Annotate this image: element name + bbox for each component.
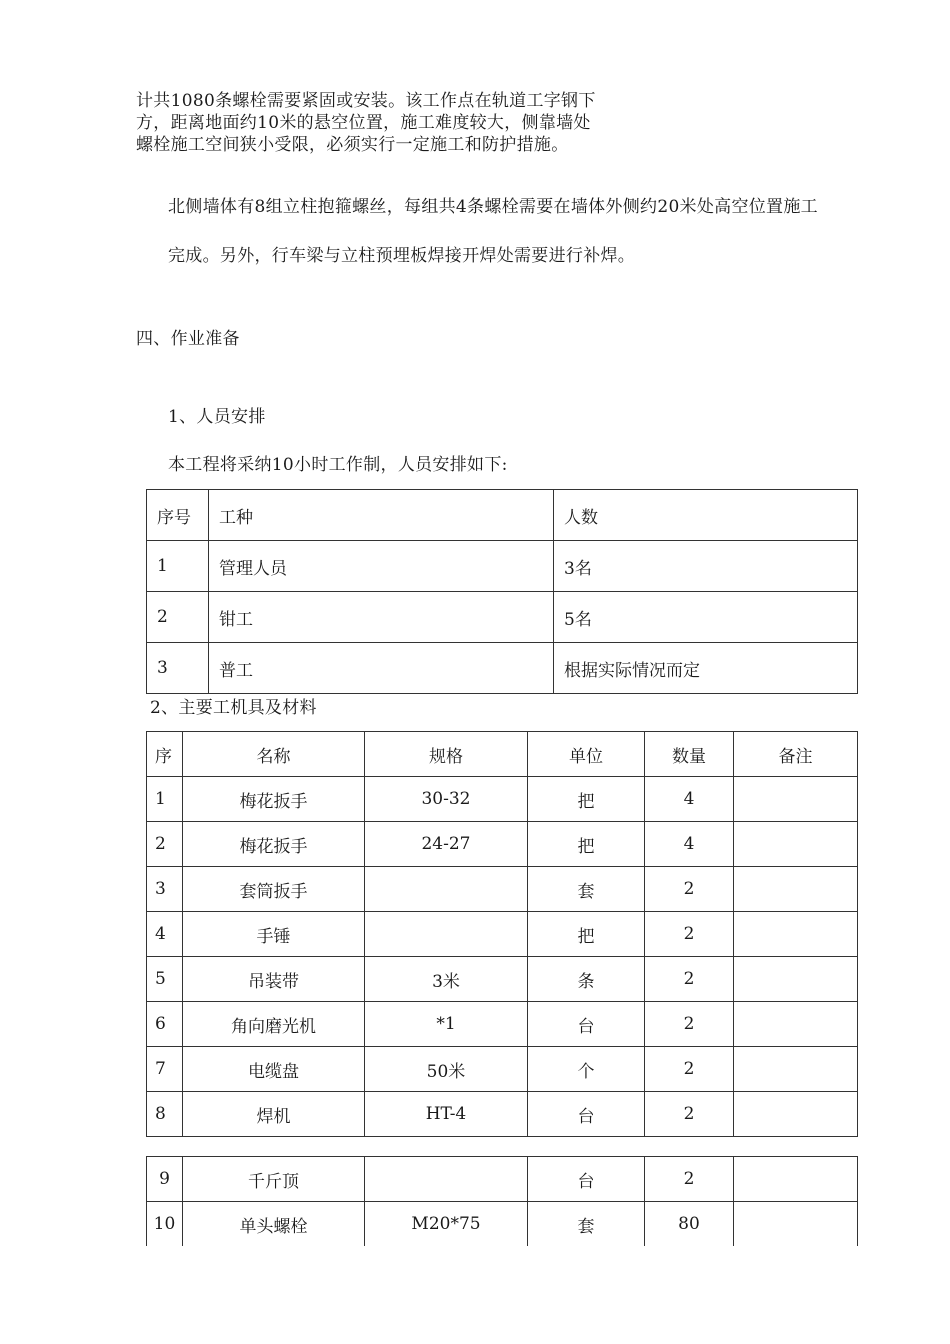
table-cell: 2	[147, 592, 209, 643]
table-cell: 5	[147, 957, 183, 1002]
header-cell: 单位	[528, 732, 645, 777]
staff-table	[146, 489, 858, 694]
header-cell: 名称	[183, 732, 365, 777]
table-cell	[365, 912, 528, 957]
table-row	[147, 1002, 858, 1047]
table-cell	[734, 912, 858, 957]
table-cell: 4	[147, 912, 183, 957]
table-cell: 6	[147, 1002, 183, 1047]
table-cell: 普工	[209, 643, 554, 694]
table-row	[147, 1202, 858, 1247]
table-cell: 3米	[365, 957, 528, 1002]
table-cell: 80	[645, 1202, 734, 1247]
table-row	[147, 592, 858, 643]
table-cell	[734, 1002, 858, 1047]
table-cell	[734, 1157, 858, 1202]
table-cell	[365, 867, 528, 912]
table-cell: 2	[645, 1157, 734, 1202]
table-cell: 角向磨光机	[183, 1002, 365, 1047]
table-cell: 1	[147, 541, 209, 592]
table-cell: 套	[528, 1202, 645, 1247]
paragraph-north-wall: 北侧墙体有8组立柱抱箍螺丝，每组共4条螺栓需要在墙体外侧约20米处高空位置施工	[168, 197, 818, 217]
table-cell: 2	[645, 957, 734, 1002]
table-cell: 把	[528, 822, 645, 867]
table-cell: 30-32	[365, 777, 528, 822]
table-cell: 2	[147, 822, 183, 867]
table-cell: 2	[645, 912, 734, 957]
table-cell: 8	[147, 1092, 183, 1137]
table-row	[147, 822, 858, 867]
table-cell: 台	[528, 1092, 645, 1137]
section-heading-preparation: 四、作业准备	[136, 329, 240, 349]
table-row	[147, 957, 858, 1002]
table-cell: 1	[147, 777, 183, 822]
table-cell: 根据实际情况而定	[554, 643, 858, 694]
table-cell: 3	[147, 643, 209, 694]
tools-table-continued	[146, 1156, 858, 1246]
table-row	[147, 643, 858, 694]
table-cell: 焊机	[183, 1092, 365, 1137]
table-cell: 台	[528, 1002, 645, 1047]
table-row	[147, 541, 858, 592]
table-cell: 4	[645, 822, 734, 867]
header-cell: 人数	[554, 490, 858, 541]
table-cell: 2	[645, 1092, 734, 1137]
header-cell: 序号	[147, 490, 209, 541]
header-cell: 数量	[645, 732, 734, 777]
header-cell: 备注	[734, 732, 858, 777]
table-cell: 千斤顶	[183, 1157, 365, 1202]
table-cell	[734, 957, 858, 1002]
table-row	[147, 912, 858, 957]
table-cell: 50米	[365, 1047, 528, 1092]
table-cell: 单头螺栓	[183, 1202, 365, 1247]
table-cell: *1	[365, 1002, 528, 1047]
table-cell	[734, 1092, 858, 1137]
table-cell: 条	[528, 957, 645, 1002]
header-cell: 规格	[365, 732, 528, 777]
table-cell: 7	[147, 1047, 183, 1092]
subheading-tools: 2、主要工机具及材料	[150, 698, 317, 718]
header-cell: 序	[147, 732, 183, 777]
table-cell: 吊装带	[183, 957, 365, 1002]
table-cell: 手锤	[183, 912, 365, 957]
table-row	[147, 867, 858, 912]
table-cell: 2	[645, 867, 734, 912]
table-cell: 4	[645, 777, 734, 822]
paragraph-bolts: 计共1080条螺栓需要紧固或安装。该工作点在轨道工字钢下方，距离地面约10米的悬空位置，施工难度较大，侧靠墙处螺栓施工空间狭小受限，必须实行一定施工和防护措施。	[136, 91, 596, 155]
table-cell: 5名	[554, 592, 858, 643]
table-cell: 3	[147, 867, 183, 912]
staffing-intro: 本工程将采纳10小时工作制，人员安排如下:	[168, 455, 508, 475]
table-row	[147, 777, 858, 822]
table-cell: 梅花扳手	[183, 777, 365, 822]
table-cell: 9	[147, 1157, 183, 1202]
table-cell: 钳工	[209, 592, 554, 643]
table-cell	[365, 1157, 528, 1202]
table-cell	[734, 1047, 858, 1092]
table-cell: 台	[528, 1157, 645, 1202]
table-cell: 个	[528, 1047, 645, 1092]
table-row	[147, 1047, 858, 1092]
table-cell: 2	[645, 1002, 734, 1047]
table-cell: 10	[147, 1202, 183, 1247]
table-cell: 管理人员	[209, 541, 554, 592]
paragraph-welding: 完成。另外，行车梁与立柱预埋板焊接开焊处需要进行补焊。	[168, 246, 636, 266]
table-cell	[734, 777, 858, 822]
table-cell: 梅花扳手	[183, 822, 365, 867]
table-cell	[734, 822, 858, 867]
table-cell: 2	[645, 1047, 734, 1092]
subheading-staffing: 1、人员安排	[168, 407, 266, 427]
table-cell: 把	[528, 777, 645, 822]
table-cell: 套筒扳手	[183, 867, 365, 912]
table-cell: 24-27	[365, 822, 528, 867]
table-cell: 电缆盘	[183, 1047, 365, 1092]
table-cell: HT-4	[365, 1092, 528, 1137]
table-cell: 3名	[554, 541, 858, 592]
table-cell: M20*75	[365, 1202, 528, 1247]
tools-table	[146, 731, 858, 1137]
table-header-row	[147, 732, 858, 777]
table-cell	[734, 1202, 858, 1247]
table-header-row	[147, 490, 858, 541]
table-cell: 把	[528, 912, 645, 957]
table-row	[147, 1092, 858, 1137]
table-row	[147, 1157, 858, 1202]
table-cell	[734, 867, 858, 912]
header-cell: 工种	[209, 490, 554, 541]
table-cell: 套	[528, 867, 645, 912]
